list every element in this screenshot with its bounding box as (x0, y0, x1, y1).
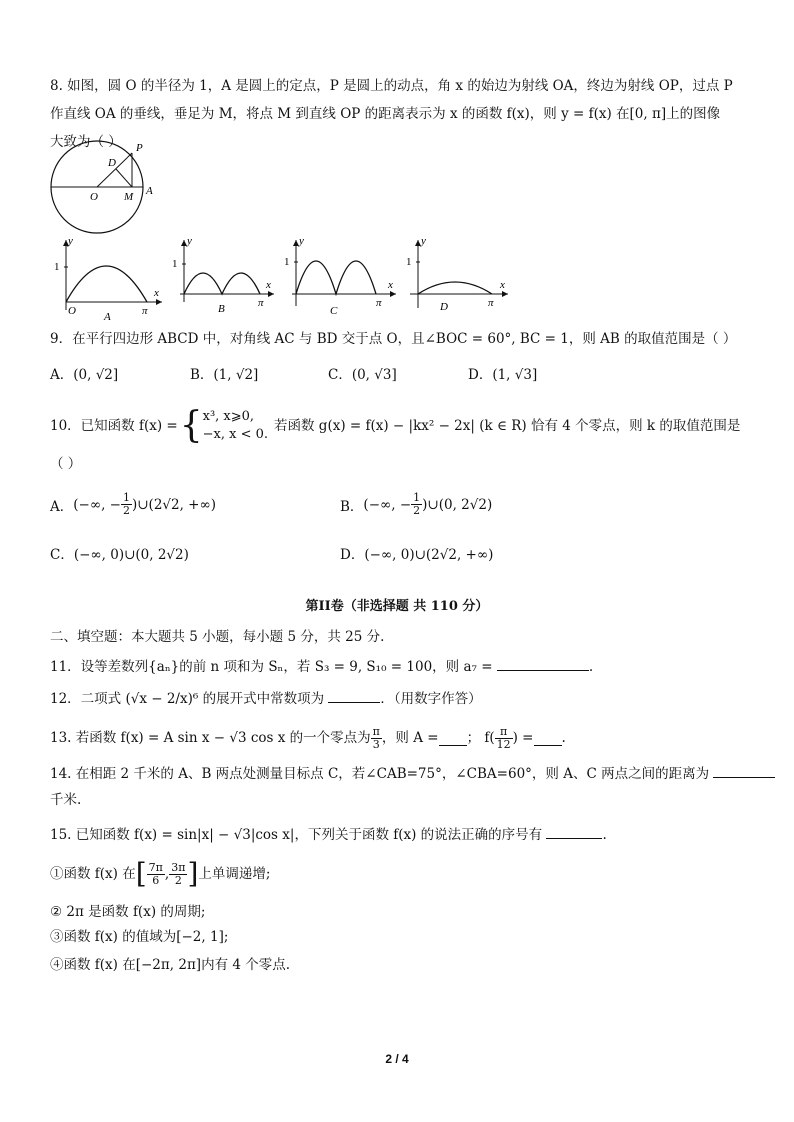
q10-option-b-frac (411, 492, 422, 517)
q10-option-a-frac (121, 492, 132, 517)
graph-d-y: y (421, 235, 426, 247)
fig-label-m: M (124, 191, 134, 203)
q10-option-b-left: (−∞, − (363, 496, 412, 513)
frac-den: 2 (122, 504, 130, 517)
q12-answer-blank[interactable] (328, 688, 380, 703)
graph-d-letter: D (440, 301, 448, 313)
q15-item1-frac1 (147, 862, 165, 887)
q10-option-a-left: (−∞, − (73, 496, 121, 513)
graph-d-one: 1 (406, 256, 412, 268)
page-number: 2 / 4 (385, 1052, 409, 1066)
q10-piecewise (179, 405, 269, 446)
q10-options-row1 (50, 492, 750, 526)
fig-label-o: O (90, 191, 98, 203)
q14-text: 14. 在相距 2 千米的 A、B 两点处测量目标点 C，若∠CAB=75°，∠CBA=60°，则 A、C 两点之间的距离为 (50, 766, 710, 782)
q15-item1-pre: ①函数 f(x) 在 (50, 865, 136, 882)
graph-b-y: y (187, 235, 192, 247)
q12 (50, 687, 750, 712)
q9-option-b[interactable]: B．(1, √2] (190, 367, 259, 383)
q9-options (50, 363, 750, 387)
q10-option-b[interactable] (340, 492, 492, 517)
q13-post: ) = (512, 729, 534, 746)
q13-end: . (561, 729, 566, 746)
q9-option-d[interactable]: D．(1, √3] (468, 367, 538, 383)
q15-item1-comma: , (164, 865, 170, 882)
fig-label-p: P (136, 142, 143, 154)
q10-option-c[interactable]: C．(−∞, 0)∪(0, 2√2) (50, 547, 189, 563)
q13-sep: ； f( (466, 729, 495, 746)
q11-answer-blank[interactable] (497, 656, 589, 671)
q10-option-b-right: )∪(0, 2√2) (422, 496, 493, 513)
section2-title: 第II卷（非选择题 共 110 分） (305, 599, 489, 614)
q8-graph-c (284, 232, 400, 324)
q14-line1 (50, 762, 750, 787)
frac-num: 7π (148, 860, 163, 874)
graph-c-one: 1 (284, 256, 290, 268)
q15-item3: ③函数 f(x) 的值域为[−2, 1]; (50, 929, 229, 945)
q8-graph-a (50, 232, 170, 324)
frac-den: 2 (413, 504, 421, 517)
q13-blank-a[interactable] (439, 731, 467, 746)
q10-option-a[interactable] (50, 492, 216, 517)
graph-b-one: 1 (172, 258, 178, 270)
graph-b-letter: B (218, 303, 225, 315)
fig-label-d: D (108, 157, 116, 169)
q12-end: ．（用数字作答） (380, 691, 482, 707)
q8-line3: 大致为（ ） (50, 134, 122, 150)
frac-num: 1 (413, 491, 421, 504)
q8-graph-b (170, 232, 280, 324)
q13-pre: 13. 若函数 f(x) = A sin x − √3 cos x 的一个零点为 (50, 729, 371, 746)
frac-den: 2 (174, 873, 182, 887)
section2-heading: 二、填空题：本大题共 5 小题，每小题 5 分，共 25 分. (50, 629, 385, 645)
q15 (50, 823, 750, 848)
q10-stem (50, 404, 750, 448)
q15-item1 (50, 856, 750, 892)
q14-answer-blank[interactable] (713, 763, 775, 778)
q8-circle-figure (50, 140, 170, 240)
graph-a-y: y (68, 235, 73, 247)
frac-den: 3 (372, 737, 380, 751)
q15-answer-blank[interactable] (546, 824, 602, 839)
graph-c-letter: C (330, 305, 338, 317)
graph-a-pi: π (142, 305, 148, 317)
q10-option-d[interactable]: D．(−∞, 0)∪(2√2, +∞) (340, 547, 494, 563)
q14-line2: 千米. (50, 792, 82, 808)
fig-label-a: A (146, 185, 153, 197)
frac-num: π (372, 724, 380, 738)
q9-option-a[interactable]: A．(0, √2] (50, 367, 119, 383)
q15-item1-lbracket: [ (135, 857, 147, 890)
q13-mid: ，则 A = (381, 729, 439, 746)
graph-b-x: x (266, 279, 271, 291)
q13 (50, 720, 750, 756)
q13-frac1 (371, 726, 382, 751)
q10-options-row2 (50, 543, 750, 567)
graph-a-letter: A (104, 311, 111, 323)
q15-item1-post: 上单调递增; (198, 865, 271, 882)
frac-den: 12 (496, 737, 511, 751)
q8-graph-d (404, 232, 514, 324)
graph-d-pi: π (488, 297, 494, 309)
frac-den: 6 (152, 873, 160, 887)
q10-suffix: 若函数 g(x) = f(x) − |kx² − 2x| (k ∈ R) 恰有 4 个零点，则 k 的取值范围是 (274, 417, 741, 434)
q12-text: 12．二项式 (√x − 2/x)⁶ 的展开式中常数项为 (50, 691, 325, 707)
frac-num: π (495, 726, 513, 739)
graph-a-one: 1 (54, 261, 60, 273)
q10-brace: { (179, 405, 203, 446)
q10-option-a-right: )∪(2√2, +∞) (131, 496, 217, 513)
q10-case1: x³, x⩾0, (202, 409, 255, 424)
q15-item1-frac2 (169, 862, 187, 887)
q11-text: 11．设等差数列{aₙ}的前 n 项和为 Sₙ，若 S₃ = 9, S₁₀ = 100，则 a₇ = (50, 659, 493, 675)
q9-option-c[interactable]: C．(0, √3] (328, 367, 397, 383)
frac-num: 1 (122, 491, 130, 504)
graph-a-x: x (154, 287, 159, 299)
q10-paren: （ ） (50, 456, 82, 472)
q11-end: . (588, 659, 594, 675)
q13-frac2 (495, 726, 513, 751)
graph-c-pi: π (376, 297, 382, 309)
graph-a-origin: O (68, 305, 76, 317)
q10-option-a-label: A． (50, 498, 74, 515)
frac-num: 3π (171, 860, 186, 874)
q10-prefix: 10．已知函数 f(x) = (50, 417, 178, 434)
q10-case2: −x, x < 0. (202, 427, 269, 442)
q10-option-b-label: B． (340, 498, 364, 515)
q15-end: . (602, 827, 607, 843)
q13-blank-f[interactable] (534, 731, 562, 746)
q15-item1-rbracket: ] (187, 857, 199, 890)
graph-c-y: y (299, 235, 304, 247)
q8-line2: 作直线 OA 的垂线，垂足为 M，将点 M 到直线 OP 的距离表示为 x 的函数 f(x)，则 y = f(x) 在[0, π]上的图像 (50, 106, 721, 122)
graph-d-x: x (500, 279, 505, 291)
graph-b-pi: π (258, 297, 264, 309)
q15-item4: ④函数 f(x) 在[−2π, 2π]内有 4 个零点. (50, 957, 291, 973)
q9-stem: 9．在平行四边形 ABCD 中，对角线 AC 与 BD 交于点 O，且∠BOC = 60°, BC = 1，则 AB 的取值范围是（ ） (50, 331, 737, 347)
q15-item2: ② 2π 是函数 f(x) 的周期; (50, 904, 206, 920)
graph-c-x: x (388, 279, 393, 291)
q8-line1: 8. 如图，圆 O 的半径为 1，A 是圆上的定点，P 是圆上的动点，角 x 的始边为射线 OA，终边为射线 OP，过点 P (50, 78, 733, 94)
q11 (50, 655, 750, 680)
q15-text: 15. 已知函数 f(x) = sin|x| − √3|cos x|，下列关于函数 f(x) 的说法正确的序号有 (50, 827, 543, 843)
